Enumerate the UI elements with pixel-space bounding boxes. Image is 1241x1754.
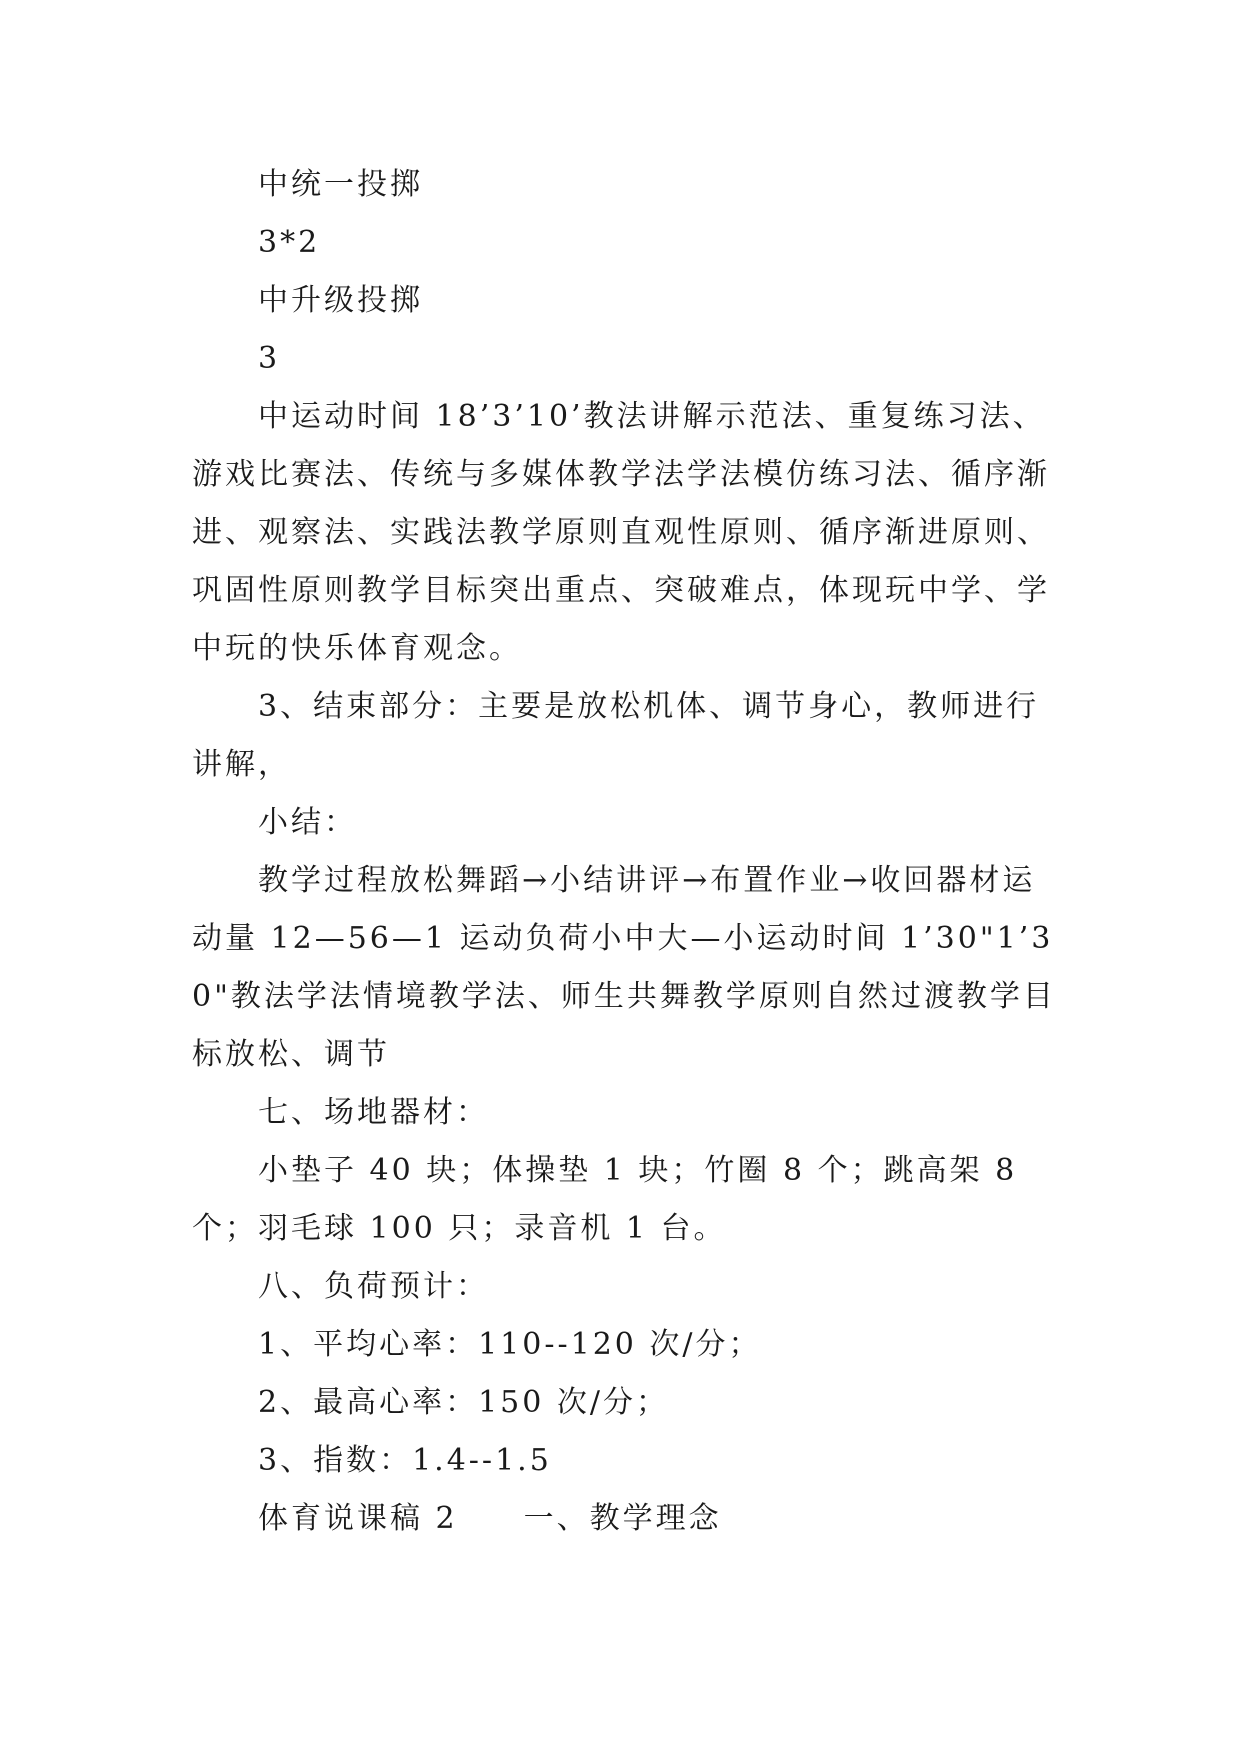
section-heading-load-estimate: 八、负荷预计：: [258, 1269, 489, 1304]
list-item-average-heart-rate: 1、平均心率：110--120 次/分；: [258, 1327, 762, 1362]
document-body: [192, 156, 1062, 1548]
paragraph-2: 3*2: [258, 225, 321, 260]
paragraph-6: 3、结束部分：主要是放松机体、调节身心，教师进行讲解，: [192, 689, 1040, 782]
paragraph-5: 中运动时间 18’3’10’教法讲解示范法、重复练习法、游戏比赛法、传统与多媒体教学法学法模仿练习法、循序渐进、观察法、实践法教学原则直观性原则、循序渐进原则、巩固性原则教学目标突出重点、突破难点，体现玩中学、学中玩的快乐体育观念。: [192, 399, 1050, 666]
list-item-max-heart-rate: 2、最高心率：150 次/分；: [258, 1385, 669, 1420]
paragraph-1: 中统一投掷: [258, 167, 423, 202]
paragraph-15: 体育说课稿 2 一、教学理念: [258, 1501, 722, 1536]
list-item-index: 3、指数：1.4--1.5: [258, 1443, 552, 1478]
paragraph-10: 小垫子 40 块；体操垫 1 块；竹圈 8 个；跳高架 8 个；羽毛球 100 只；录音机 1 台。: [192, 1153, 1030, 1246]
paragraph-7: 小结：: [258, 805, 357, 840]
paragraph-4: 3: [258, 341, 281, 376]
section-heading-venue-equipment: 七、场地器材：: [258, 1095, 489, 1130]
paragraph-3: 中升级投掷: [258, 283, 423, 318]
paragraph-8: 教学过程放松舞蹈→小结讲评→布置作业→收回器材运动量 12—56—1 运动负荷小中大—小运动时间 1’30"1’30"教法学法情境教学法、师生共舞教学原则自然过渡教学目标放松、调节: [192, 863, 1056, 1072]
